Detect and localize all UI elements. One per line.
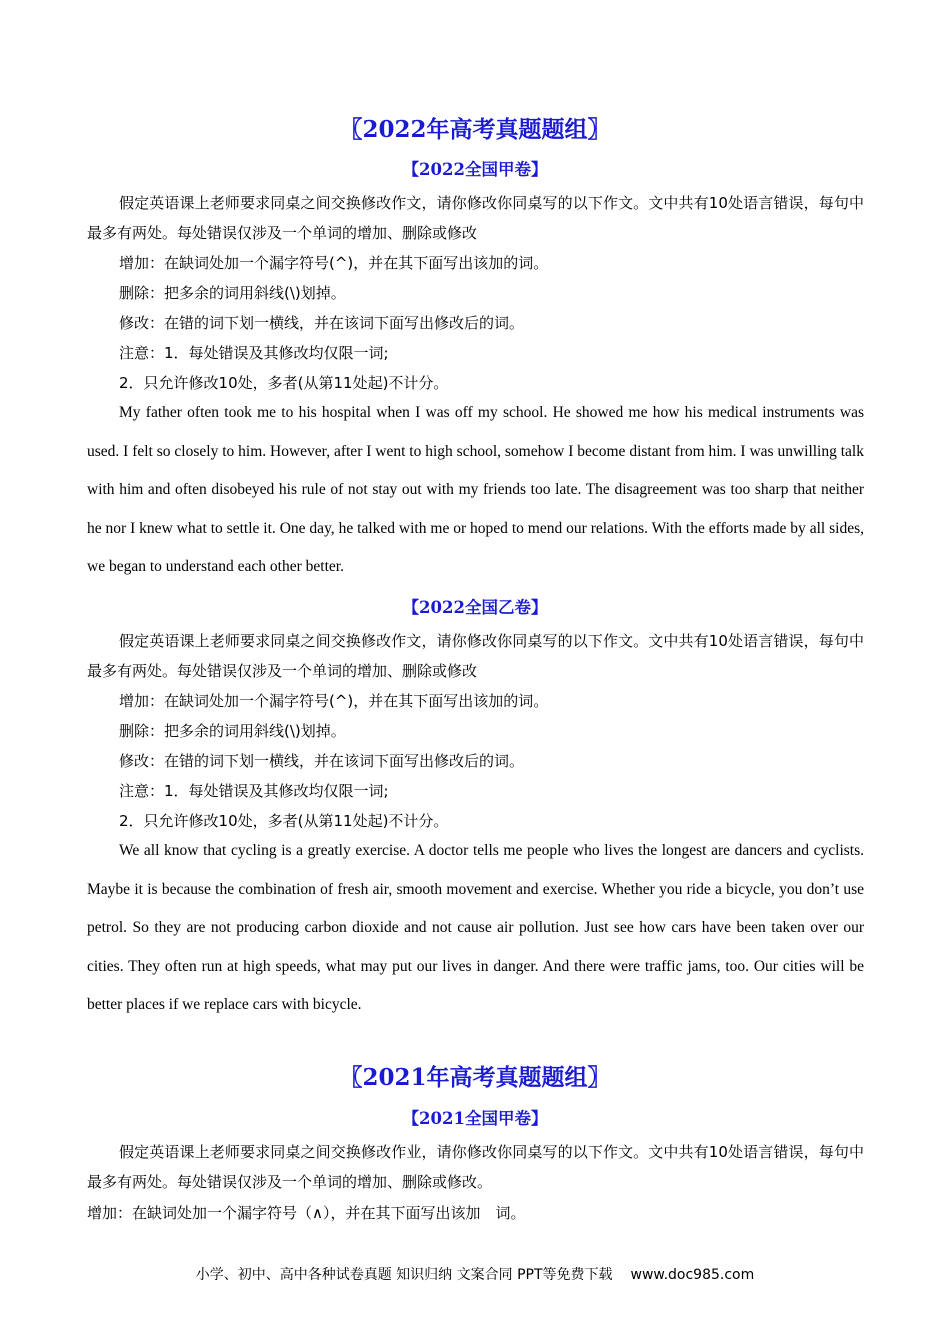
group-title-2022-jia: 【2022全国甲卷】	[402, 160, 548, 179]
rule-add-2021-jia: 增加：在缺词处加一个漏字符号（∧），并在其下面写出该加 词。	[87, 1204, 526, 1222]
footer-text: 小学、初中、高中各种试卷真题 知识归纳 文案合同 PPT等免费下载	[195, 1267, 613, 1283]
section-heading-2021: 〖2021年高考真题题组〗	[339, 1064, 611, 1091]
group-intro-2022-yi: 假定英语课上老师要求同桌之间交换修改作文，请你修改你同桌写的以下作文。文中共有10处语言错误，每句中最多有两处。每处错误仅涉及一个单词的增加、删除或修改	[87, 632, 864, 680]
passage-2022-jia: My father often took me to his hospital when I was off my school. He showed me how his medical instruments was used. I felt so closely to him. However, after I went to high school, somehow I become distant from him. I was unwilling talk with him and often disobeyed his rule of not stay out with my friends too late. The disagreement was too sharp that neither he nor I knew what to settle it. One day, he talked with me or hoped to mend our relations. With the efforts made by all sides, we began to understand each other better.	[87, 404, 864, 575]
note-2-2022-yi: 2．只允许修改10处，多者(从第11处起)不计分。	[119, 812, 449, 830]
note-2-2022-jia: 2．只允许修改10处，多者(从第11处起)不计分。	[119, 374, 449, 392]
group-title-2022-yi: 【2022全国乙卷】	[402, 598, 548, 617]
note-1-2022-yi: 注意：1．每处错误及其修改均仅限一词;	[119, 782, 389, 800]
rule-add-2022-jia: 增加：在缺词处加一个漏字符号(^)，并在其下面写出该加的词。	[119, 254, 549, 272]
footer-url-link[interactable]: www.doc985.com	[630, 1267, 755, 1283]
rule-modify-2022-jia: 修改：在错的词下划一横线，并在该词下面写出修改后的词。	[119, 314, 525, 332]
rule-add-2022-yi: 增加：在缺词处加一个漏字符号(^)，并在其下面写出该加的词。	[119, 692, 549, 710]
section-heading-2022: 〖2022年高考真题题组〗	[339, 116, 611, 143]
rule-modify-2022-yi: 修改：在错的词下划一横线，并在该词下面写出修改后的词。	[119, 752, 525, 770]
group-intro-2021-jia: 假定英语课上老师要求同桌之间交换修改作业，请你修改你同桌写的以下作文。文中共有10处语言错误，每句中最多有两处。每处错误仅涉及一个单词的增加、删除或修改。	[87, 1143, 864, 1191]
note-1-2022-jia: 注意：1．每处错误及其修改均仅限一词;	[119, 344, 389, 362]
rule-delete-2022-jia: 删除：把多余的词用斜线(\)划掉。	[119, 284, 346, 302]
rule-delete-2022-yi: 删除：把多余的词用斜线(\)划掉。	[119, 722, 346, 740]
group-intro-2022-jia: 假定英语课上老师要求同桌之间交换修改作文，请你修改你同桌写的以下作文。文中共有10处语言错误，每句中最多有两处。每处错误仅涉及一个单词的增加、删除或修改	[87, 194, 864, 242]
group-title-2021-jia: 【2021全国甲卷】	[402, 1109, 548, 1128]
page-footer	[0, 1265, 950, 1285]
passage-2022-yi: We all know that cycling is a greatly exercise. A doctor tells me people who lives the longest are dancers and cyclists. Maybe it is because the combination of fresh air, smooth movement and exercise. Whether you ride a bicycle, you don’t use petrol. So they are not producing carbon dioxide and not cause air pollution. Just see how cars have been taken over our cities. They often run at high speeds, what may put our lives in danger. And there were traffic jams, too. Our cities will be better places if we replace cars with bicycle.	[87, 842, 864, 1013]
